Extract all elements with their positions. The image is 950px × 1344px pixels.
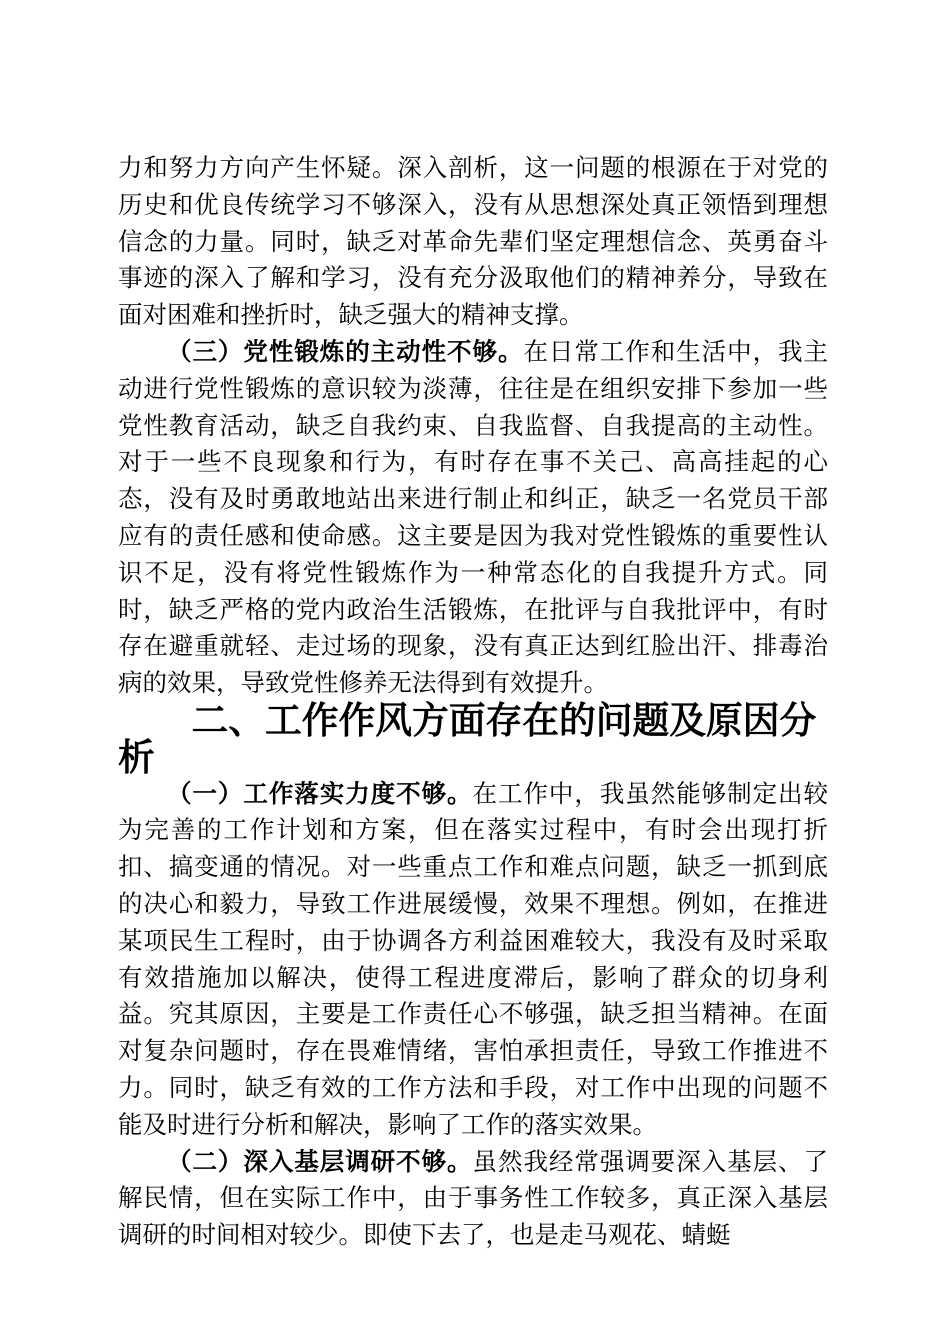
section-heading-work-style: 二、工作作风方面存在的问题及原因分析 bbox=[118, 697, 817, 779]
paragraph-text: 虽然我经常强调要深入基层、了解民情，但在实际工作中，由于事务性工作较多，真正深入基层调研的时间相对较少。即使下去了，也是走马观花、蜻蜓 bbox=[118, 1146, 829, 1250]
document-page bbox=[118, 150, 828, 1254]
paragraph-continuation bbox=[118, 150, 828, 334]
paragraph-text: 在日常工作和生活中，我主动进行党性锻炼的意识较为淡薄，往往是在组织安排下参加一些党性教育活动，缺乏自我约束、自我监督、自我提高的主动性。对于一些不良现象和行为，有时存在事不关己、高高挂起的心态，没有及时勇敢地站出来进行制止和纠正，缺乏一名党员干部应有的责任感和使命感。这主要是因为我对党性锻炼的重要性认识不足，没有将党性锻炼作为一种常态化的自我提升方式。同时，缺乏严格的党内政治生活锻炼，在批评与自我批评中，有时存在避重就轻、走过场的现象，没有真正达到红脸出汗、排毒治病的效果，导致党性修养无法得到有效提升。 bbox=[118, 336, 829, 698]
paragraph-lead: （三）党性锻炼的主动性不够。 bbox=[167, 336, 524, 366]
paragraph-grassroots-research bbox=[118, 1144, 828, 1254]
paragraph-lead: （二）深入基层调研不够。 bbox=[167, 1146, 473, 1176]
paragraph-party-spirit-training bbox=[118, 334, 828, 702]
paragraph-lead: （一）工作落实力度不够。 bbox=[167, 778, 473, 808]
paragraph-text: 力和努力方向产生怀疑。深入剖析，这一问题的根源在于对党的历史和优良传统学习不够深入，没有从思想深处真正领悟到理想信念的力量。同时，缺乏对革命先辈们坚定理想信念、英勇奋斗事迹的深入了解和学习，没有充分汲取他们的精神养分，导致在面对困难和挫折时，缺乏强大的精神支撑。 bbox=[118, 153, 828, 330]
paragraph-work-implementation bbox=[118, 776, 828, 1144]
paragraph-text: 在工作中，我虽然能够制定出较为完善的工作计划和方案，但在落实过程中，有时会出现打折扣、搞变通的情况。对一些重点工作和难点问题，缺乏一抓到底的决心和毅力，导致工作进展缓慢，效果不理想。例如，在推进某项民生工程时，由于协调各方利益困难较大，我没有及时采取有效措施加以解决，使得工程进度滞后，影响了群众的切身利益。究其原因，主要是工作责任心不够强，缺乏担当精神。在面对复杂问题时，存在畏难情绪，害怕承担责任，导致工作推进不力。同时，缺乏有效的工作方法和手段，对工作中出现的问题不能及时进行分析和解决，影响了工作的落实效果。 bbox=[118, 778, 829, 1139]
